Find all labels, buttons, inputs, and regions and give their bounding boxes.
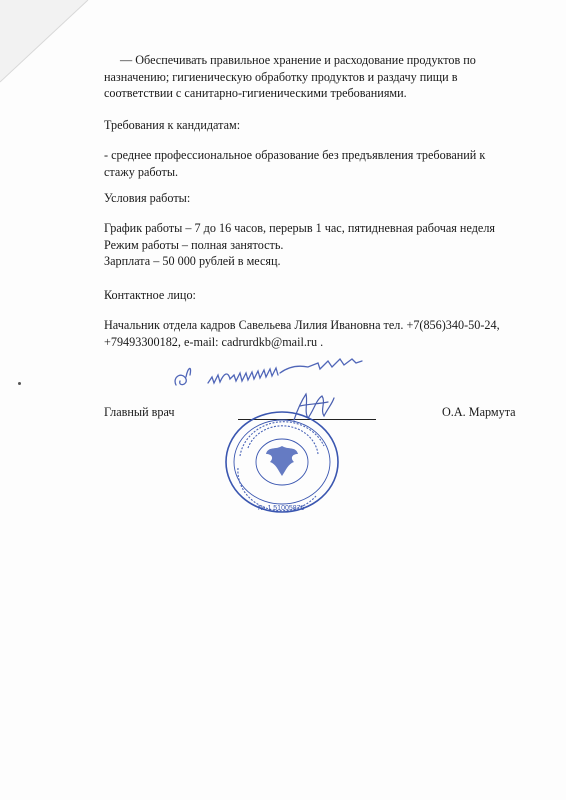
duty-line: назначению; гигиеническую обработку продуктов и раздачу пищи в [104, 69, 458, 84]
duties-paragraph [104, 52, 544, 102]
scan-dot [18, 382, 21, 385]
approval-handwriting [168, 355, 368, 395]
contact-paragraph [104, 317, 544, 350]
requirement-line: - среднее профессиональное образование без предъявления требований к [104, 148, 486, 162]
conditions-heading: Условия работы: [104, 191, 191, 205]
duty-line: — Обеспечивать правильное хранение и расходование продуктов по [120, 53, 476, 67]
requirements-heading: Требования к кандидатам: [104, 118, 241, 132]
scan-fold-edge [0, 0, 90, 90]
seal-number: № 1 51005876 [258, 505, 305, 512]
signer-name: О.А. Мармута [442, 405, 516, 419]
work-mode-line: Режим работы – полная занятость. [104, 237, 284, 252]
schedule-line: График работы – 7 до 16 часов, перерыв 1 час, пятидневная рабочая неделя [104, 221, 496, 235]
contact-line: Начальник отдела кадров Савельева Лилия Ивановна тел. +7(856)340-50-24, [104, 318, 500, 332]
duty-line: соответствии с санитарно-гигиеническими требованиями. [104, 86, 407, 100]
requirements-paragraph [104, 147, 544, 180]
salary-line: Зарплата – 50 000 рублей в месяц. [104, 254, 281, 268]
requirement-line: стажу работы. [104, 164, 179, 179]
conditions-paragraph [104, 220, 544, 270]
contact-line: +79493300182, e-mail: cadrurdkb@mail.ru . [104, 334, 324, 349]
official-seal-stamp [220, 410, 342, 518]
position-label: Главный врач [104, 405, 175, 419]
contact-heading: Контактное лицо: [104, 288, 196, 302]
